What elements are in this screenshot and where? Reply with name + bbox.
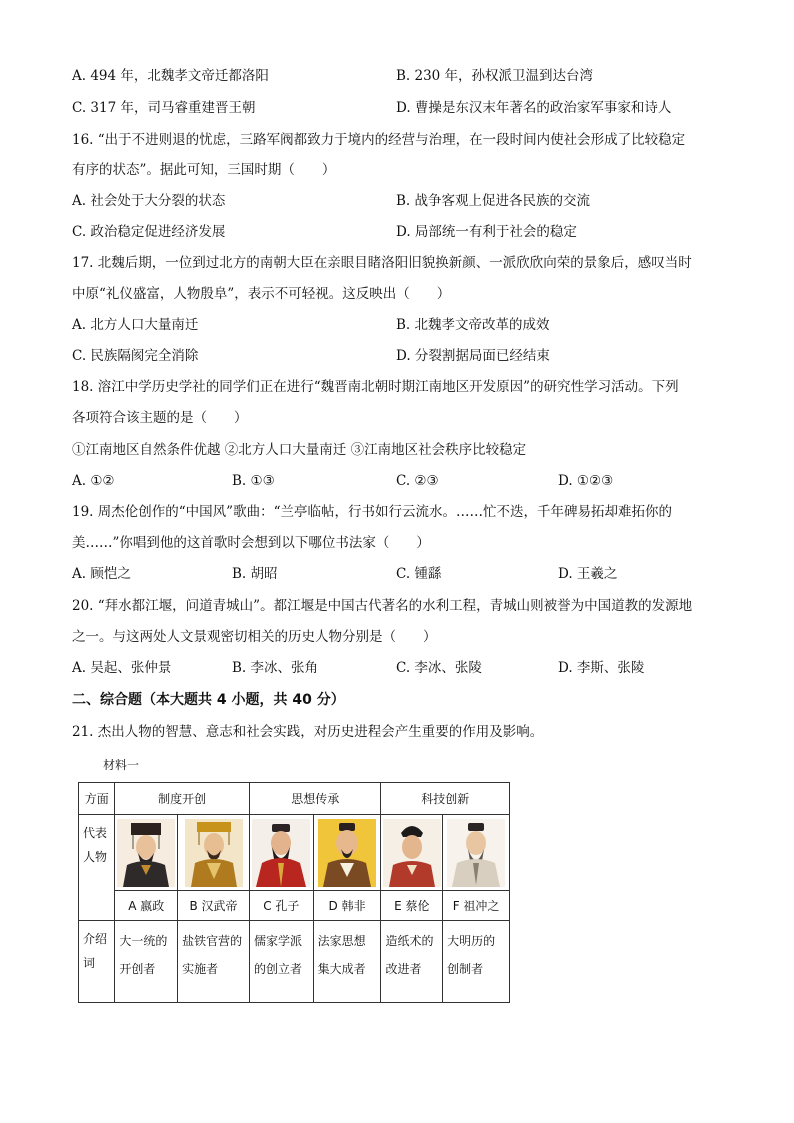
portrait-yingzheng-image [117, 819, 175, 887]
q18-option-c: C. ②③ [396, 473, 439, 489]
figure-names-row [79, 891, 510, 921]
q20-option-a: A. 吴起、张仲景 [72, 660, 172, 676]
section-title: 二、综合题（本大题共 4 小题，共 40 分） [72, 692, 345, 708]
intro-row [79, 921, 510, 1003]
q17-option-d: D. 分裂割据局面已经结束 [396, 348, 550, 364]
category-header: 思想传承 [249, 783, 381, 815]
q16-option-c: C. 政治稳定促进经济发展 [72, 224, 226, 240]
q16-stem-line1: 16. “出于不进则退的忧虑，三路军阀都致力于境内的经营与治理，在一段时间内使社会形成了比较稳定 [72, 132, 686, 148]
portrait-kongzi-image [252, 819, 310, 887]
q17-stem-line1: 17. 北魏后期，一位到过北方的南朝大臣在亲眼目睹洛阳旧貌换新颜、一派欣欣向荣的景象后，感叹当时 [72, 255, 692, 271]
q18-stem-line2: 各项符合该主题的是（ ） [72, 410, 248, 426]
material-label: 材料一 [103, 758, 140, 772]
q19-option-b: B. 胡昭 [232, 566, 278, 582]
figure-intro: 大一统的开创者 [115, 921, 178, 1003]
q20-option-c: C. 李冰、张陵 [396, 660, 482, 676]
aspect-label: 方面 [79, 783, 115, 815]
q17-option-c: C. 民族隔阂完全消除 [72, 348, 199, 364]
figure-intro: 法家思想集大成者 [313, 921, 381, 1003]
q18-stem-line1: 18. 溶江中学历史学社的同学们正在进行“魏晋南北朝时期江南地区开发原因”的研究性学习活动。下列 [72, 379, 679, 395]
q15-option-b: B. 230 年，孙权派卫温到达台湾 [396, 68, 594, 84]
q18-option-a: A. ①② [72, 473, 115, 489]
q16-option-b: B. 战争客观上促进各民族的交流 [396, 193, 591, 209]
q17-option-a: A. 北方人口大量南迁 [72, 317, 199, 333]
figure-name: D 韩非 [313, 891, 381, 921]
q19-stem-line2: 美……”你唱到他的这首歌时会想到以下哪位书法家（ ） [72, 535, 430, 551]
portrait-zuchongzhi-image [447, 819, 505, 887]
intro-label: 介绍词 [79, 921, 115, 1003]
portrait-cell [443, 815, 510, 891]
q17-stem-line2: 中原“礼仪盛富，人物殷阜”，表示不可轻视。这反映出（ ） [72, 286, 451, 302]
q19-stem-line1: 19. 周杰伦创作的“中国风”歌曲：“兰亭临帖，行书如行云流水。……忙不迭，千年碑易拓却难拓你的 [72, 504, 672, 520]
q15-option-d: D. 曹操是东汉末年著名的政治家军事家和诗人 [396, 100, 672, 116]
figure-name: F 祖冲之 [443, 891, 510, 921]
portrait-hanfei-image [318, 819, 376, 887]
portrait-cell [381, 815, 443, 891]
q16-option-d: D. 局部统一有利于社会的稳定 [396, 224, 577, 240]
portraits-row [79, 815, 510, 891]
q15-option-a: A. 494 年，北魏孝文帝迁都洛阳 [72, 68, 269, 84]
q16-stem-line2: 有序的状态”。据此可知，三国时期（ ） [72, 162, 336, 178]
figure-intro: 儒家学派的创立者 [249, 921, 313, 1003]
q20-stem-line2: 之一。与这两处人文景观密切相关的历史人物分别是（ ） [72, 629, 437, 645]
portrait-cell [178, 815, 250, 891]
portrait-cell [313, 815, 381, 891]
table-header-row [79, 783, 510, 815]
figure-name: C 孔子 [249, 891, 313, 921]
category-header: 制度开创 [115, 783, 250, 815]
q20-option-d: D. 李斯、张陵 [558, 660, 645, 676]
category-header: 科技创新 [381, 783, 510, 815]
q18-option-d: D. ①②③ [558, 473, 614, 489]
q16-option-a: A. 社会处于大分裂的状态 [72, 193, 226, 209]
rep-label: 代表人物 [79, 815, 115, 921]
figure-intro: 造纸术的 改进者 [381, 921, 443, 1003]
figure-name: A 嬴政 [115, 891, 178, 921]
portrait-hanwudi-image [185, 819, 243, 887]
portrait-cailun-image [383, 819, 441, 887]
figure-intro: 大明历的创制者 [443, 921, 510, 1003]
figure-name: B 汉武帝 [178, 891, 250, 921]
figures-table [78, 782, 510, 1003]
q19-option-c: C. 锺繇 [396, 566, 442, 582]
q17-option-b: B. 北魏孝文帝改革的成效 [396, 317, 550, 333]
q21-stem-line1: 21. 杰出人物的智慧、意志和社会实践，对历史进程会产生重要的作用及影响。 [72, 724, 544, 740]
q19-option-d: D. 王羲之 [558, 566, 618, 582]
portrait-cell [249, 815, 313, 891]
q18-stem-line3: ①江南地区自然条件优越 ②北方人口大量南迁 ③江南地区社会秩序比较稳定 [72, 442, 527, 458]
q20-option-b: B. 李冰、张角 [232, 660, 319, 676]
q19-option-a: A. 顾恺之 [72, 566, 131, 582]
q18-option-b: B. ①③ [232, 473, 275, 489]
figure-intro: 盐铁官营的实施者 [178, 921, 250, 1003]
q15-option-c: C. 317 年，司马睿重建晋王朝 [72, 100, 256, 116]
figure-name: E 蔡伦 [381, 891, 443, 921]
portrait-cell [115, 815, 178, 891]
q20-stem-line1: 20. “拜水都江堰，问道青城山”。都江堰是中国古代著名的水利工程，青城山则被誉为中国道教的发源地 [72, 598, 693, 614]
